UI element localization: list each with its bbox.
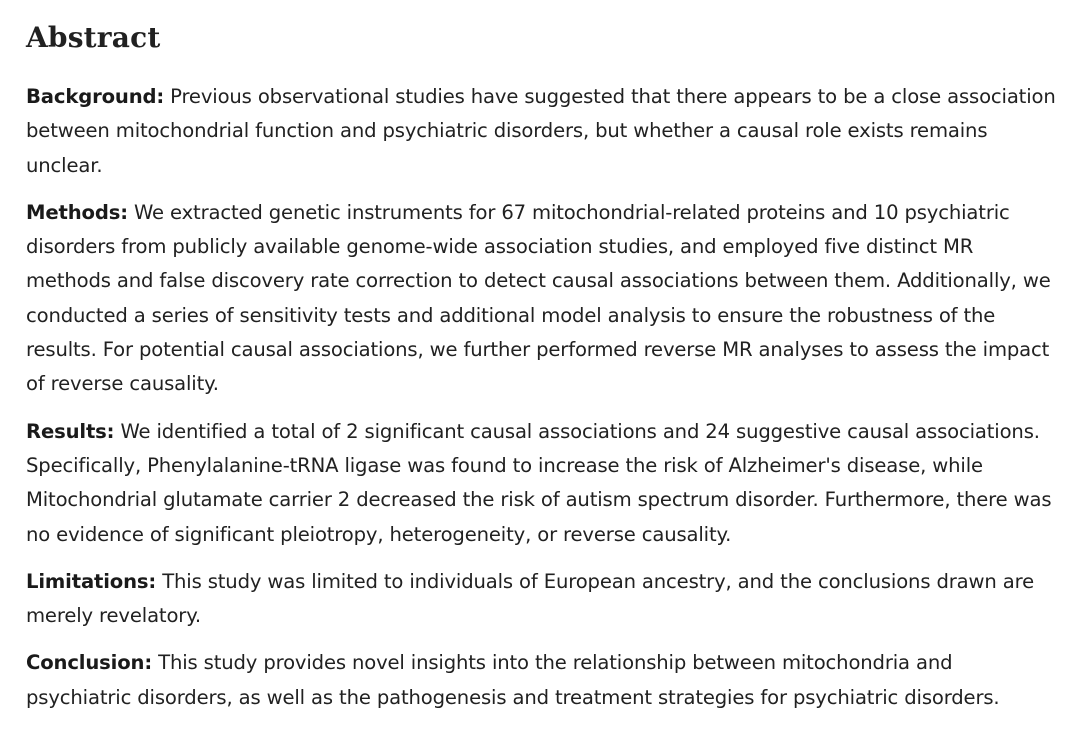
background-paragraph <box>26 80 1060 183</box>
results-text: We identified a total of 2 significant causal associations and 24 suggestive causal associations. Specifically, Phenylalanine-tRNA ligase was found to increase the risk of Alzheimer's disease, while Mitochondrial glutamate carrier 2 decreased the risk of autism spectrum disorder. Furthermore, there was no evidence of significant pleiotropy, heterogeneity, or reverse causality. <box>26 419 1052 546</box>
methods-paragraph <box>26 196 1060 402</box>
results-label: Results: <box>26 419 115 443</box>
background-text: Previous observational studies have suggested that there appears to be a close association between mitochondrial function and psychiatric disorders, but whether a causal role exists remains unclear. <box>26 85 1056 177</box>
methods-label: Methods: <box>26 200 128 224</box>
conclusion-text: This study provides novel insights into the relationship between mitochondria and psychiatric disorders, as well as the pathogenesis and treatment strategies for psychiatric disorders. <box>26 651 1000 709</box>
results-paragraph <box>26 415 1060 552</box>
background-label: Background: <box>26 85 165 108</box>
limitations-text: This study was limited to individuals of European ancestry, and the conclusions drawn are merely revelatory. <box>26 569 1034 628</box>
limitations-label: Limitations: <box>26 569 157 593</box>
methods-text: We extracted genetic instruments for 67 mitochondrial-related proteins and 10 psychiatric disorders from publicly available genome-wide association studies, and employed five distinct MR methods and false discovery rate correction to detect causal associations between them. Additionally, we conducted a series of sensitivity tests and additional model analysis to ensure the robustness of the results. For potential causal associations, we further performed reverse MR analyses to assess the impact of reverse causality. <box>26 200 1051 396</box>
conclusion-label: Conclusion: <box>26 651 153 675</box>
limitations-paragraph <box>26 565 1060 634</box>
abstract-section <box>26 18 1060 728</box>
abstract-heading: Abstract <box>26 21 161 54</box>
conclusion-paragraph <box>26 646 1060 715</box>
